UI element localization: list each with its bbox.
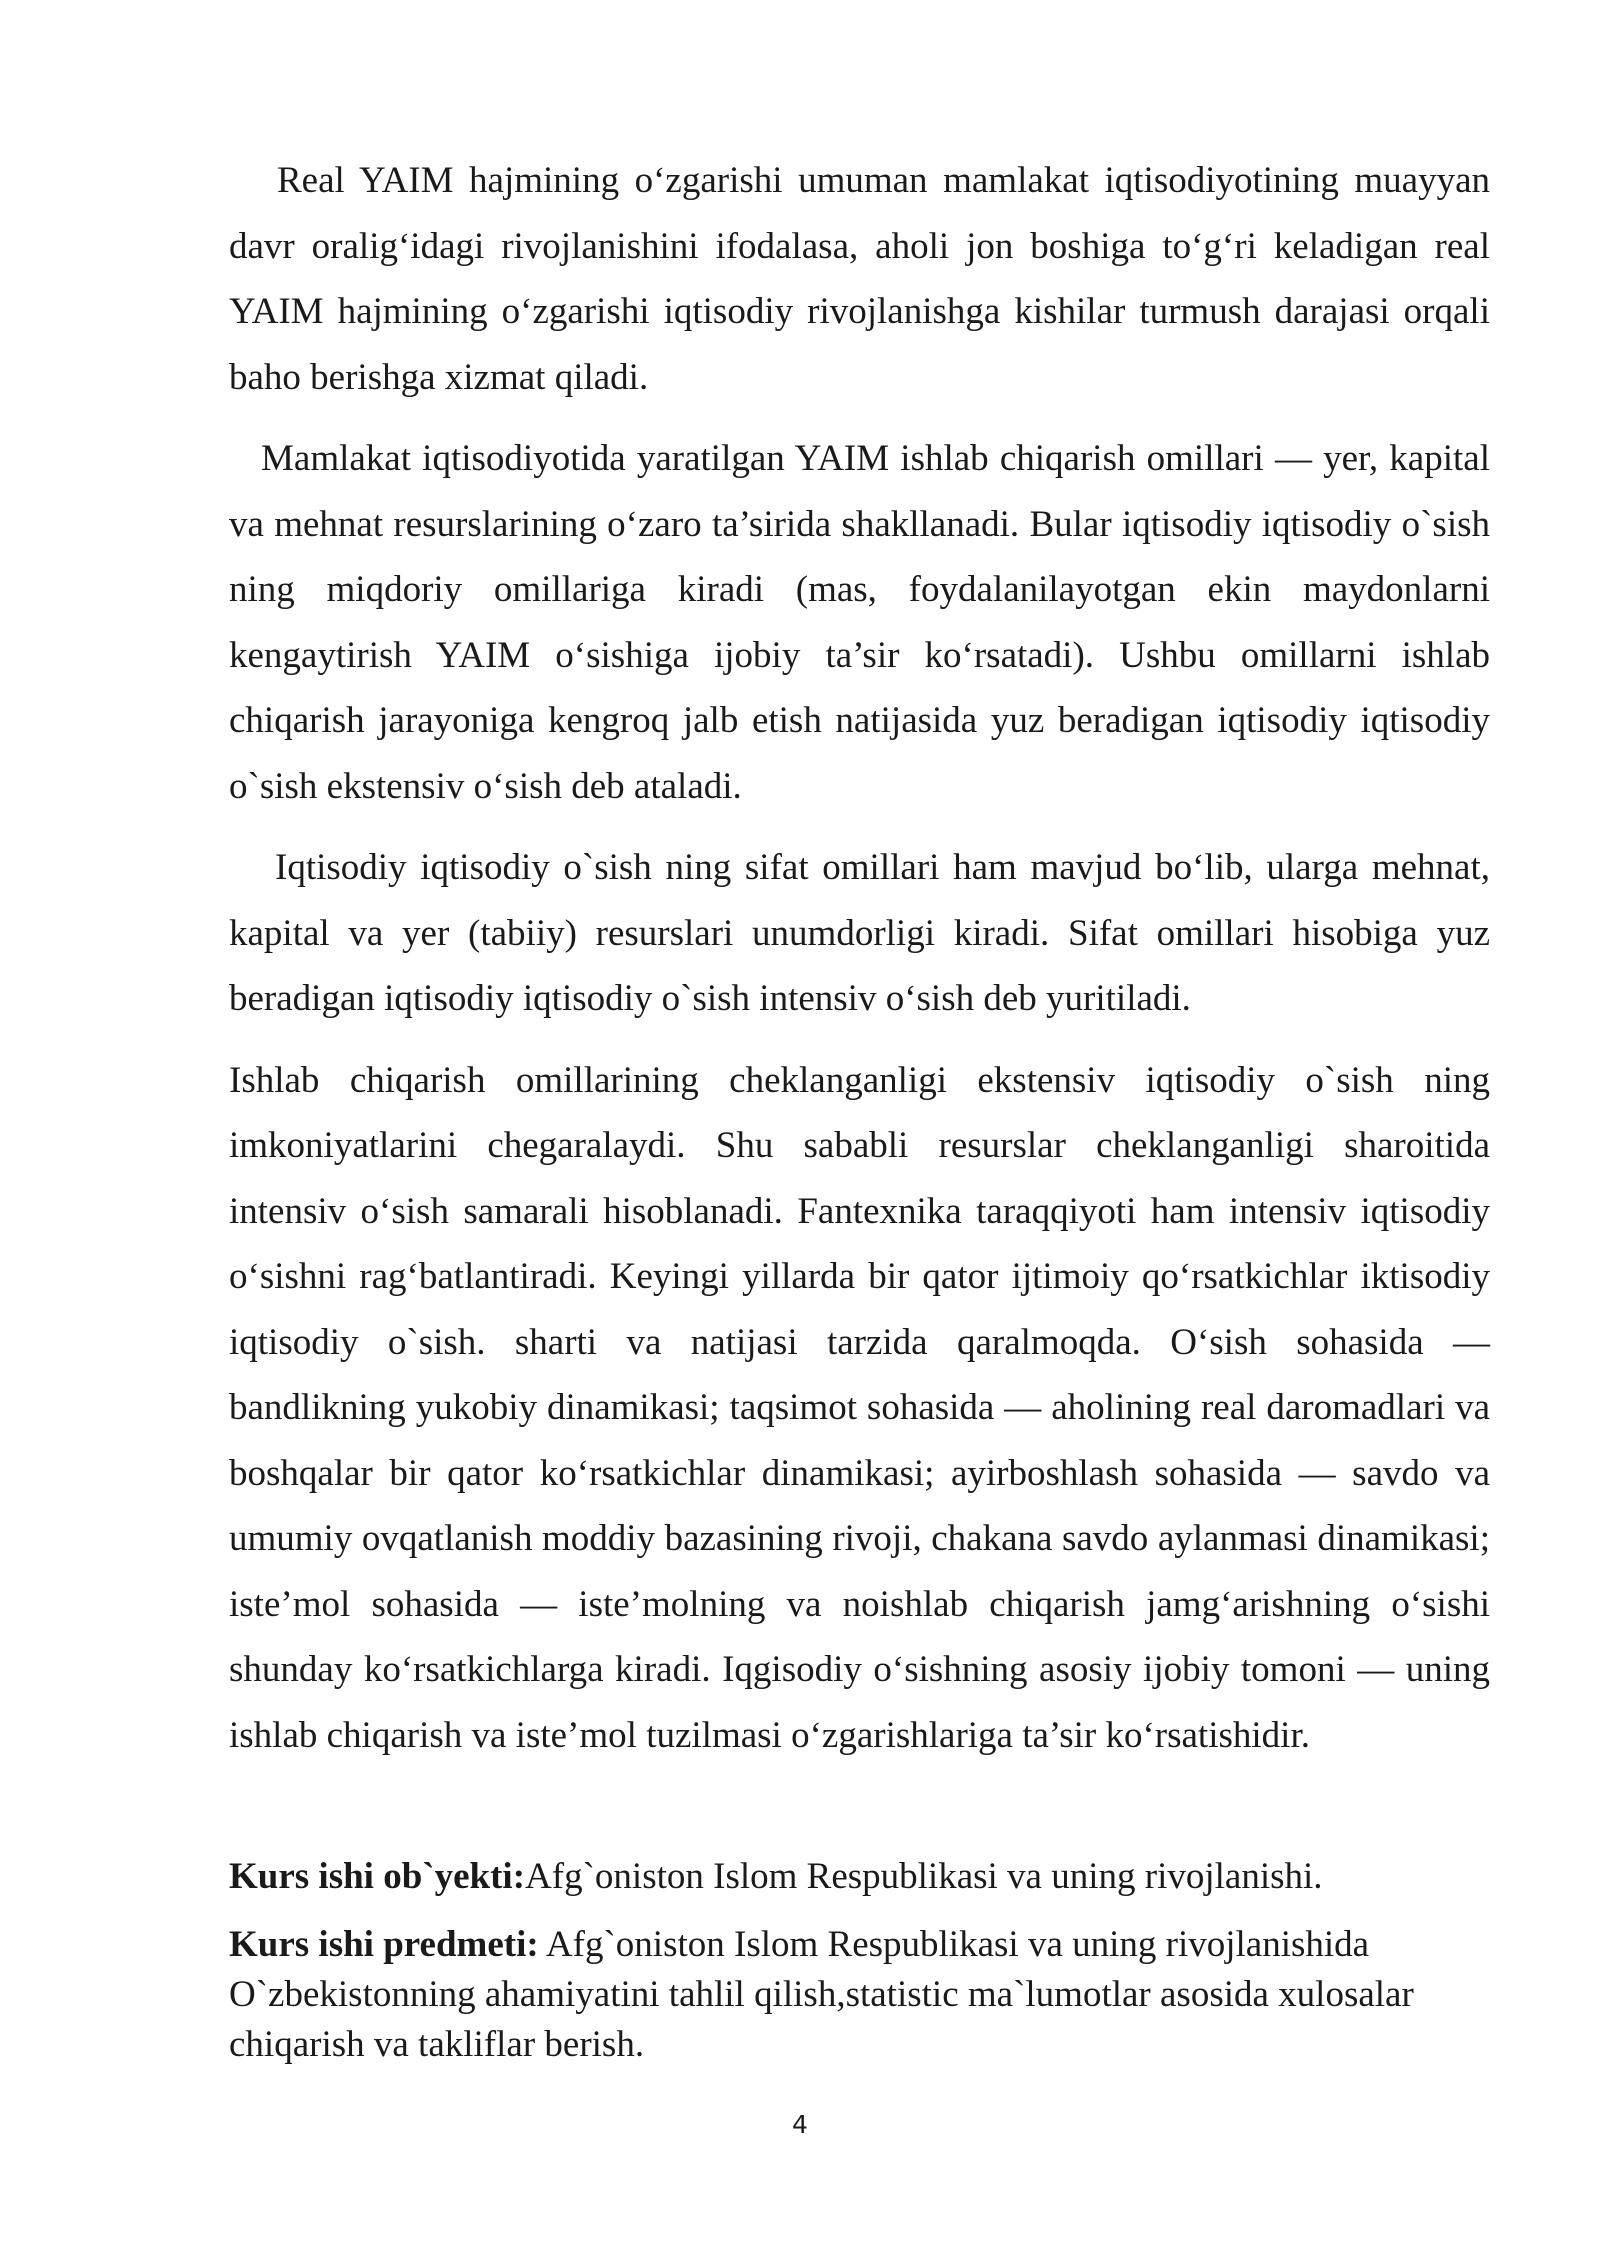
- paragraph: Mamlakat iqtisodiyotida yaratilgan YAIM ishlab chiqarish omillari — yer, kapital va mehnat resurslarining o‘zaro ta’sirida shakllanadi. Bular iqtisodiy iqtisodiy o`sish ning miqdoriy omillariga kiradi (mas, foydalanilayotgan ekin maydonlarni kengaytirish YAIM o‘sishiga ijobiy ta’sir ko‘rsatadi). Ushbu omillarni ishlab chiqarish jarayoniga kengroq jalb etish natijasida yuz beradigan iqtisodiy iqtisodiy o`sish ekstensiv o‘sish deb ataladi.: [229, 438, 1490, 807]
- course-work-subject-text: Afg`oniston Islom Respublikasi va uning rivojlanishida O`zbekistonning ahamiyatini tahlil qilish,statistic ma`lumotlar asosida xulosalar chiqarish va takliflar berish.: [229, 1924, 1414, 2065]
- body-text: [229, 148, 1490, 1784]
- paragraph: Real YAIM hajmining o‘zgarishi umuman mamlakat iqtisodiyotining muayyan davr oralig‘idagi rivojlanishini ifodalasa, aholi jon boshiga to‘g‘ri keladigan real YAIM hajmining o‘zgarishi iqtisodiy rivojlanishga kishilar turmush darajasi orqali baho berishga xizmat qiladi.: [229, 160, 1490, 398]
- course-work-subject-label: Kurs ishi predmeti:: [229, 1924, 539, 1965]
- page-number: 4: [792, 2110, 808, 2139]
- course-work-subject: [229, 1920, 1490, 2070]
- paragraph: Ishlab chiqarish omillarining cheklanganligi ekstensiv iqtisodiy o`sish ning imkoniyatlarini chegaralaydi. Shu sababli resurslar cheklanganligi sharoitida intensiv o‘sish samarali hisoblanadi. Fantexnika taraqqiyoti ham intensiv iqtisodiy o‘sishni rag‘batlantiradi. Keyingi yillarda bir qator ijtimoiy qo‘rsatkichlar iktisodiy iqtisodiy o`sish. sharti va natijasi tarzida qaralmoqda. O‘sish sohasida — bandlikning yukobiy dinamikasi; taqsimot sohasida — aholining real daromadlari va boshqalar bir qator ko‘rsatkichlar dinamikasi; ayirboshlash sohasida — savdo va umumiy ovqatlanish moddiy bazasining rivoji, chakana savdo aylanmasi dinamikasi; iste’mol sohasida — iste’molning va noishlab chiqarish jamg‘arishning o‘sishi shunday ko‘rsatkichlarga kiradi. Iqgisodiy o‘sishning asosiy ijobiy tomoni — uning ishlab chiqarish va iste’mol tuzilmasi o‘zgarishlariga ta’sir ko‘rsatishidir.: [229, 1059, 1490, 1756]
- course-work-object-label: Kurs ishi ob`yekti:: [229, 1856, 526, 1897]
- course-work-object: [229, 1852, 1490, 1902]
- course-work-object-text: Afg`oniston Islom Respublikasi va uning rivojlanishi.: [525, 1856, 1323, 1897]
- course-work-details: [229, 1852, 1490, 2088]
- paragraph: Iqtisodiy iqtisodiy o`sish ning sifat omillari ham mavjud bo‘lib, ularga mehnat, kapital va yer (tabiiy) resurslari unumdorligi kiradi. Sifat omillari hisobiga yuz beradigan iqtisodiy iqtisodiy o`sish intensiv o‘sish deb yuritiladi.: [229, 847, 1490, 1019]
